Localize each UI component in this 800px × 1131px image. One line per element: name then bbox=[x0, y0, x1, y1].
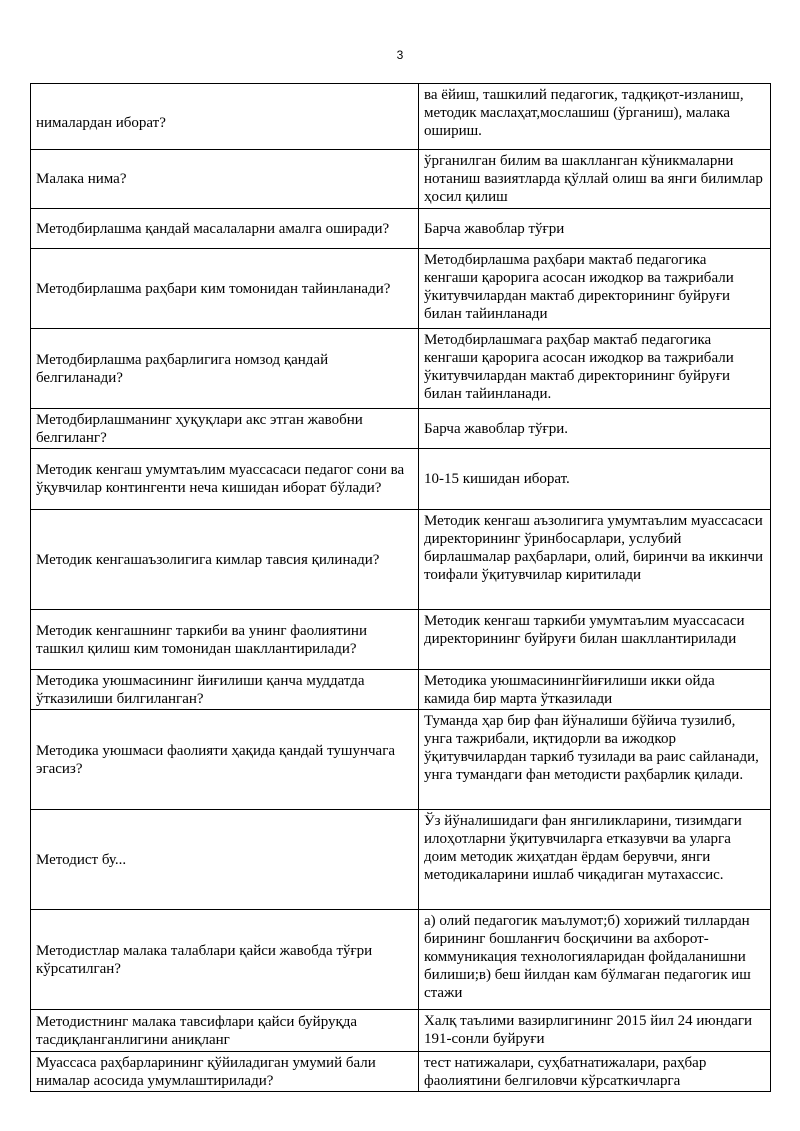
table-row bbox=[31, 1052, 771, 1092]
question-cell: Методик кенгашнинг таркиби ва унинг фаолиятини ташкил қилиш ким томонидан шакллантирилади? bbox=[31, 610, 419, 670]
answer-cell: Халқ таълими вазирлигининг 2015 йил 24 июндаги 191-сонли буйруғи bbox=[419, 1010, 771, 1052]
answer-cell: тест натижалари, суҳбатнатижалари, раҳбар фаолиятини белгиловчи кўрсаткичларга bbox=[419, 1052, 771, 1092]
table-row bbox=[31, 810, 771, 910]
answer-cell: Методбирлашма раҳбари мактаб педагогика кенгаши қарорига асосан ижодкор ва тажрибали ўкитувчилардан мактаб директорининг буйруғи билан тайинланади bbox=[419, 249, 771, 329]
answer-cell: Методик кенгаш таркиби умумтаълим муассасаси директорининг буйруғи билан шакллантирилади bbox=[419, 610, 771, 670]
table-row bbox=[31, 710, 771, 810]
answer-cell: ва ёйиш, ташкилий педагогик, тадқиқот-изланиш, методик маслаҳат,мослашиш (ўрганиш), малака ошириш. bbox=[419, 84, 771, 150]
page-number: 3 bbox=[396, 48, 404, 62]
answer-cell: ўрганилган билим ва шаклланган кўникмаларни нотаниш вазиятларда қўллай олиш ва янги билимлар ҳосил қилиш bbox=[419, 150, 771, 209]
question-cell: Методбирлашма раҳбари ким томонидан тайинланади? bbox=[31, 249, 419, 329]
question-cell: Муассаса раҳбарларининг қўйиладиган умумий бали нималар асосида умумлаштирилади? bbox=[31, 1052, 419, 1092]
table-row bbox=[31, 610, 771, 670]
question-cell: Методбирлашма раҳбарлигига номзод қандай белгиланади? bbox=[31, 329, 419, 409]
table-row bbox=[31, 209, 771, 249]
answer-cell: Методик кенгаш аъзолигига умумтаълим муассасаси директорининг ўринбосарлари, услубий бирлашмалар раҳбарлари, олий, биринчи ва иккинчи тоифали ўқитувчилар киритилади bbox=[419, 510, 771, 610]
table-row bbox=[31, 510, 771, 610]
table-row bbox=[31, 409, 771, 449]
table-row bbox=[31, 910, 771, 1010]
answer-cell: Методбирлашмага раҳбар мактаб педагогика кенгаши қарорига асосан ижодкор ва тажрибали ўкитувчилардан мактаб директорининг буйруғи билан тайинланади. bbox=[419, 329, 771, 409]
question-cell: Малака нима? bbox=[31, 150, 419, 209]
table-row bbox=[31, 249, 771, 329]
question-cell: нималардан иборат? bbox=[31, 84, 419, 150]
table-row bbox=[31, 84, 771, 150]
table-row bbox=[31, 150, 771, 209]
question-cell: Методистнинг малака тавсифлари қайси буйруқда тасдиқланганлигини аниқланг bbox=[31, 1010, 419, 1052]
table-row bbox=[31, 329, 771, 409]
answer-cell: Методика уюшмасинингйиғилиши икки ойда камида бир марта ўтказилади bbox=[419, 670, 771, 710]
answer-cell: Барча жавоблар тўғри. bbox=[419, 409, 771, 449]
answer-cell: Ўз йўналишидаги фан янгиликларини, тизимдаги илоҳотларни ўқитувчиларга етказувчи ва уларга доим методик жиҳатдан ёрдам берувчи, янги методикаларини ишлаб чиқадиган мутахассис. bbox=[419, 810, 771, 910]
question-cell: Методика уюшмаси фаолияти ҳақида қандай тушунчага эгасиз? bbox=[31, 710, 419, 810]
question-cell: Методика уюшмасининг йиғилиши қанча муддатда ўтказилиши билгиланган? bbox=[31, 670, 419, 710]
question-cell: Методист бу... bbox=[31, 810, 419, 910]
question-cell: Методик кенгаш умумтаълим муассасаси педагог сони ва ўқувчилар контингенти неча кишидан иборат бўлади? bbox=[31, 449, 419, 510]
answer-cell: Туманда ҳар бир фан йўналиши бўйича тузилиб, унга тажрибали, иқтидорли ва ижодкор ўқитувчилардан таркиб тузилади ва раис сайланади, унга тумандаги фан методисти раҳбарлик қилади. bbox=[419, 710, 771, 810]
question-cell: Методик кенгашаъзолигига кимлар тавсия қилинади? bbox=[31, 510, 419, 610]
answer-cell: Барча жавоблар тўғри bbox=[419, 209, 771, 249]
question-cell: Методбирлашма қандай масалаларни амалга оширади? bbox=[31, 209, 419, 249]
table-row bbox=[31, 449, 771, 510]
answer-cell: а) олий педагогик маълумот;б) хорижий тиллардан бирининг бошланғич босқичини ва ахборот-коммуникация технологияларидан фойдаланишни билиши;в) беш йилдан кам бўлмаган педагогик иш стажи bbox=[419, 910, 771, 1010]
question-cell: Методистлар малака талаблари қайси жавобда тўғри кўрсатилган? bbox=[31, 910, 419, 1010]
table-row bbox=[31, 670, 771, 710]
table-row bbox=[31, 1010, 771, 1052]
qa-table bbox=[30, 83, 771, 1092]
question-cell: Методбирлашманинг ҳуқуқлари акс этган жавобни белгиланг? bbox=[31, 409, 419, 449]
answer-cell: 10-15 кишидан иборат. bbox=[419, 449, 771, 510]
